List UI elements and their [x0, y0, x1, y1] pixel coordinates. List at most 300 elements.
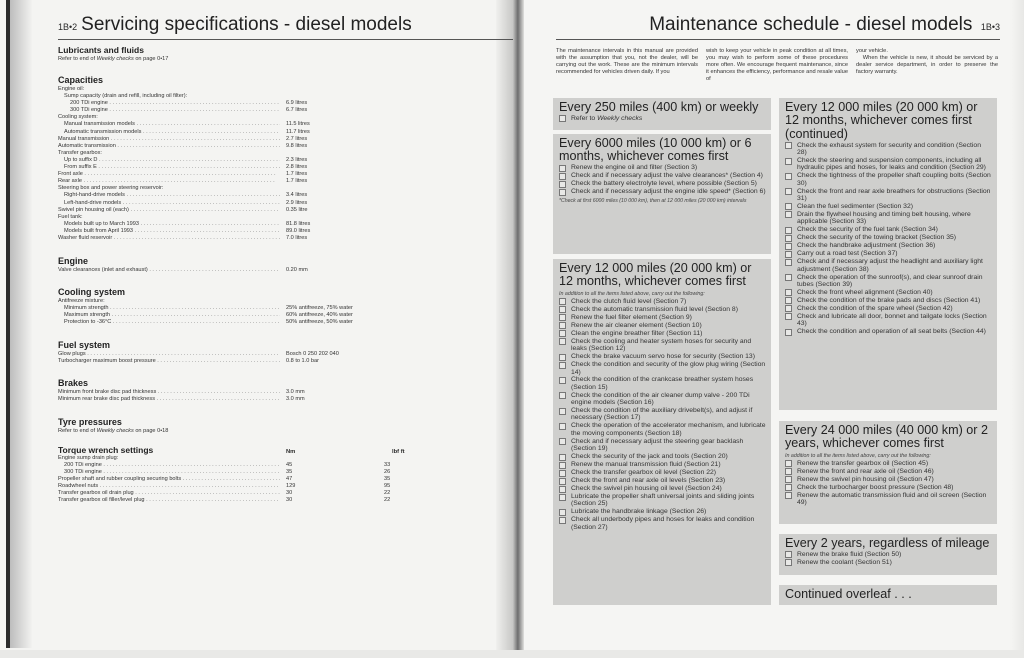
- torque-row: [58, 462, 510, 469]
- spec-row: [58, 136, 510, 143]
- checkbox[interactable]: [785, 551, 792, 558]
- spec-label: Engine oil:: [58, 86, 85, 92]
- checklist-item-text: Check the clutch fluid level (Section 7): [571, 297, 687, 305]
- checkbox[interactable]: [785, 289, 792, 296]
- checklist-item[interactable]: [559, 188, 766, 196]
- torque-nm: 129: [286, 483, 296, 490]
- checkbox[interactable]: [785, 227, 792, 234]
- checklist-item-text: Lubricate the propeller shaft universal joints and sliding joints (Section 25): [571, 493, 755, 508]
- brakes-list: [58, 389, 510, 403]
- checklist-item-text: Renew the automatic transmission fluid and oil screen (Section 49): [797, 491, 987, 507]
- spec-value: 2.8 litres: [286, 164, 308, 171]
- spec-value: 0.35 litre: [286, 206, 308, 213]
- torque-lbf: 33: [384, 462, 391, 468]
- checklist-item[interactable]: [559, 338, 766, 353]
- checkbox[interactable]: [785, 142, 792, 149]
- torque-row: [58, 490, 510, 497]
- spec-value: [280, 93, 380, 100]
- checklist-item-text: Check the cooling and heater system hoses for security and leaks (Section 12): [571, 337, 752, 353]
- checklist-item-text: Check the brake vacuum servo hose for security (Section 13): [571, 353, 755, 361]
- checklist-item-text: Check the operation of the sunroof(s), and clear sunroof drain tubes (Section 39): [797, 273, 983, 288]
- checklist-item[interactable]: [785, 172, 992, 187]
- checkbox[interactable]: [559, 438, 566, 445]
- checkbox[interactable]: [559, 408, 566, 415]
- spec-value: 1.7 litres: [286, 178, 308, 185]
- spec-value: 11.5 litres: [286, 121, 310, 128]
- box-6000-footnote: *Check at first 6000 miles (10 000 km), then at 12 000 miles (20 000 km) intervals: [559, 197, 747, 204]
- checklist-item[interactable]: [785, 142, 992, 157]
- checkbox[interactable]: [785, 329, 792, 336]
- spec-label: Front axle . . .: [58, 171, 280, 178]
- spec-label: 200 TDi engine . . .: [58, 100, 280, 107]
- spec-label: Swivel pin housing oil (each) . . .: [58, 207, 280, 214]
- checkbox[interactable]: [559, 354, 566, 361]
- torque-lbf: 35: [384, 476, 391, 483]
- checkbox[interactable]: [785, 188, 792, 195]
- continued-overleaf-text: Continued overleaf . . .: [785, 587, 912, 601]
- checklist-item-text: Check the tightness of the propeller shaft coupling bolts (Section 30): [797, 172, 991, 187]
- spec-value: 89.0 litres: [286, 227, 311, 234]
- checkbox[interactable]: [785, 484, 792, 491]
- checklist-item-text: Renew the front and rear axle oil (Section 46): [797, 467, 934, 475]
- spec-value: 60% antifreeze, 40% water: [286, 312, 353, 319]
- checklist-item-text: Check the security of the fuel tank (Section 34): [797, 226, 938, 234]
- torque-row: [58, 455, 510, 462]
- spec-label: Up to suffix D . . .: [58, 157, 280, 164]
- checklist-item-text: Check and if necessary adjust the engine idle speed* (Section 6): [571, 188, 766, 196]
- checklist-item-text: Check the condition of the air cleaner dump valve - 200 TDi engine models (Section 16): [571, 391, 750, 407]
- checklist-item[interactable]: [785, 305, 992, 313]
- checkbox[interactable]: [559, 330, 566, 337]
- checklist-item-text: Check and lubricate all door, bonnet and tailgate locks (Section 43): [797, 312, 987, 328]
- checklist-item-text: Drain the flywheel housing and timing belt housing, where applicable (Section 33): [797, 210, 971, 226]
- right-page-title: Maintenance schedule - diesel models: [649, 14, 973, 35]
- torque-lbf: [380, 455, 440, 462]
- spec-value: [280, 185, 380, 192]
- spec-value: [280, 150, 380, 157]
- spec-label: Manual transmission . . .: [58, 136, 280, 143]
- spec-label: Models built from April 1993 . . .: [58, 228, 280, 235]
- checkbox[interactable]: [785, 243, 792, 250]
- spec-row: [58, 129, 510, 136]
- engine-list: [58, 267, 510, 274]
- checkbox[interactable]: [559, 392, 566, 399]
- box-2years-items: [785, 551, 992, 567]
- spec-label: Washer fluid reservoir . . .: [58, 235, 280, 242]
- checklist-item-text: Check the front and rear axle breathers for obstructions (Section 31): [797, 187, 991, 203]
- checkbox[interactable]: [559, 478, 566, 485]
- spec-label: Turbocharger maximum boost pressure . . .: [58, 358, 280, 365]
- spec-row: [58, 207, 510, 214]
- checkbox[interactable]: [785, 274, 792, 281]
- checklist-item[interactable]: [785, 313, 992, 328]
- checklist-item-text: Check the battery electrolyte level, where possible (Section 5): [571, 180, 757, 188]
- checklist-item[interactable]: [785, 476, 992, 484]
- spec-label: Automatic transmission . . .: [58, 143, 280, 150]
- checkbox[interactable]: [785, 460, 792, 467]
- checklist-item[interactable]: [559, 306, 766, 314]
- torque-lbf: 22: [384, 490, 391, 497]
- checklist-item[interactable]: [785, 492, 992, 507]
- spec-row: [58, 143, 510, 150]
- spec-row: [58, 114, 510, 121]
- checklist-item[interactable]: [559, 438, 766, 453]
- spec-row: [58, 298, 510, 305]
- torque-lbf: 26: [384, 469, 391, 476]
- checklist-item-text: Check the exhaust system for security and condition (Section 28): [797, 141, 981, 157]
- box-12000c-items: [785, 142, 992, 336]
- checklist-item[interactable]: [559, 453, 766, 461]
- spec-row: [58, 150, 510, 157]
- cooling-list: [58, 298, 510, 326]
- spec-label: Right-hand-drive models . . .: [58, 192, 280, 199]
- checkbox[interactable]: [785, 313, 792, 320]
- checklist-item-text: Check the security of the jack and tools (Section 20): [571, 453, 728, 460]
- checklist-item[interactable]: [559, 469, 766, 477]
- torque-row: [58, 483, 510, 490]
- spec-row: [58, 121, 510, 128]
- checklist-item-text: Check the front wheel alignment (Section 40): [797, 288, 933, 296]
- spec-value: [280, 214, 380, 221]
- checklist-item[interactable]: [785, 242, 992, 250]
- spec-value: 2.7 litres: [286, 135, 308, 142]
- spec-value: 0.20 mm: [286, 267, 308, 274]
- spec-label: Steering box and power steering reservoir:: [58, 185, 164, 192]
- spec-label: Transfer gearbox:: [58, 149, 102, 156]
- torque-col-nm: Nm: [286, 448, 296, 455]
- torque-heading: Torque wrench settings: [58, 444, 154, 455]
- spec-label: Protection to -36°C . . .: [58, 319, 280, 326]
- checkbox[interactable]: [785, 158, 792, 165]
- intro-col-2: wish to keep your vehicle in peak condition at all times, you may wish to perform some of these procedures more often. We encourage frequent maintenance, since it enhances the efficiency, performance and resale value of: [706, 48, 848, 83]
- box-12000-continued: [779, 98, 997, 410]
- checklist-item[interactable]: [559, 172, 766, 180]
- torque-nm: 45: [286, 462, 293, 468]
- checkbox[interactable]: [785, 297, 792, 304]
- spec-row: [58, 396, 510, 403]
- checklist-item-text: Renew the coolant (Section 51): [797, 558, 892, 566]
- spec-value: Bosch 0 250 202 040: [286, 350, 339, 357]
- spec-value: 81.8 litres: [286, 220, 311, 227]
- checklist-item-text: Check the automatic transmission fluid level (Section 8): [571, 305, 738, 313]
- box-12000-subtitle: In addition to all the items listed above, carry out the following:: [559, 290, 705, 297]
- box-2years-title: Every 2 years, regardless of mileage: [785, 536, 990, 550]
- checkbox[interactable]: [785, 492, 792, 499]
- checklist-item[interactable]: [785, 551, 992, 559]
- checklist-item[interactable]: [785, 211, 992, 226]
- spec-value: 1.7 litres: [286, 171, 308, 178]
- box-12000-miles: [553, 259, 771, 605]
- checkbox[interactable]: [559, 470, 566, 477]
- checkbox[interactable]: [785, 173, 792, 180]
- box-24000-items: [785, 460, 992, 507]
- servicing-specifications: [58, 14, 510, 505]
- spec-value: 0.8 to 1.0 bar: [286, 357, 319, 364]
- checklist-item[interactable]: [559, 407, 766, 422]
- checkbox[interactable]: [559, 298, 566, 305]
- checklist-item-text: Renew the manual transmission fluid (Section 21): [571, 461, 721, 468]
- spec-value: [280, 298, 380, 305]
- fuel-heading: Fuel system: [58, 339, 111, 350]
- box-6000-items: [559, 164, 766, 196]
- spec-row: [58, 171, 510, 178]
- box-6000-title: Every 6000 miles (10 000 km) or 6 months, whichever comes first: [559, 136, 752, 164]
- checklist-item[interactable]: [559, 353, 766, 361]
- spec-value: 3.0 mm: [286, 395, 305, 402]
- checklist-item-text: Check the condition of the auxiliary drivebelt(s), and adjust if necessary (Section 17): [571, 407, 753, 422]
- checklist-item[interactable]: [785, 297, 992, 305]
- checklist-item[interactable]: [559, 314, 766, 322]
- spec-row: [58, 389, 510, 396]
- torque-nm: 47: [286, 476, 293, 483]
- torque-nm: 30: [286, 490, 293, 497]
- checklist-item[interactable]: [559, 516, 766, 531]
- spec-row: [58, 86, 510, 93]
- checkbox[interactable]: [559, 509, 566, 516]
- checklist-item-text: Renew the brake fluid (Section 50): [797, 550, 902, 558]
- checkbox[interactable]: [559, 314, 566, 321]
- checklist-item[interactable]: [785, 250, 992, 258]
- tyres-note: Refer to end of Weekly checks on page 0•18: [58, 427, 169, 434]
- spec-label: Minimum rear brake disc pad thickness . . .: [58, 396, 280, 403]
- box-24000-title: Every 24 000 miles (40 000 km) or 2 years, whichever comes first: [785, 423, 988, 451]
- spec-label: Rear axle . . .: [58, 178, 280, 185]
- checklist-item-text: Check the turbocharger boost pressure (Section 48): [797, 483, 954, 491]
- checklist-item[interactable]: [559, 477, 766, 485]
- checkbox[interactable]: [559, 517, 566, 524]
- checklist-item[interactable]: [559, 164, 766, 172]
- checklist-item-text: Check the swivel pin housing oil level (Section 24): [571, 485, 722, 492]
- intro-col-1: The maintenance intervals in this manual are provided with the assumption that you, not the dealer, will be carrying out the work. These are the minimum intervals recommended for vehicles driven daily. If you: [556, 48, 698, 76]
- checkbox[interactable]: [785, 559, 792, 566]
- checklist-item[interactable]: [559, 461, 766, 469]
- checkbox[interactable]: [785, 305, 792, 312]
- checklist-item-text: Check and if necessary adjust the headlight and auxiliary light adjustment (Section 38): [797, 258, 983, 273]
- spec-row: [58, 235, 510, 242]
- checklist-item[interactable]: [785, 157, 992, 172]
- spec-row: [58, 319, 510, 326]
- spec-value: 6.9 litres: [286, 100, 308, 107]
- torque-label: Propeller shaft and rubber coupling securing bolts . . .: [58, 476, 280, 483]
- spec-label: Cooling system:: [58, 114, 98, 121]
- left-page-header: [58, 14, 513, 40]
- checklist-item[interactable]: [785, 226, 992, 234]
- checklist-item[interactable]: [785, 559, 992, 567]
- spec-label: Maximum strength . . .: [58, 312, 280, 319]
- torque-label: Engine sump drain plug:: [58, 454, 119, 461]
- box-6000-miles: [553, 134, 771, 254]
- torque-label: 300 TDi engine . . .: [58, 469, 280, 476]
- checklist-item[interactable]: [785, 274, 992, 289]
- box-2-years: [779, 534, 997, 575]
- torque-row: [58, 469, 510, 476]
- spec-label: 300 TDi engine . . .: [58, 107, 280, 114]
- checklist-item-text: Check all underbody pipes and hoses for leaks and condition (Section 27): [571, 516, 755, 531]
- lubricants-heading: Lubricants and fluids: [58, 45, 144, 55]
- intro-col-3: your vehicle. When the vehicle is new, it should be serviced by a dealer service department, in order to preserve the factory warranty.: [856, 48, 998, 76]
- left-page-number: 1B•2: [58, 22, 78, 32]
- torque-lbf: 95: [384, 483, 391, 490]
- checklist-item[interactable]: [785, 460, 992, 468]
- checkbox[interactable]: [559, 115, 566, 122]
- spec-row: [58, 200, 510, 207]
- spec-label: Left-hand-drive models . . .: [58, 200, 280, 207]
- spec-label: Glow plugs . . .: [58, 351, 280, 358]
- engine-heading: Engine: [58, 256, 89, 267]
- torque-label: Transfer gearbox oil drain plug . . .: [58, 490, 280, 497]
- checklist-item-text: Renew the engine oil and filter (Section 3): [571, 164, 698, 172]
- spec-value: [280, 114, 380, 121]
- bottom-edge: [0, 650, 1024, 658]
- checklist-item[interactable]: [559, 298, 766, 306]
- checkbox[interactable]: [785, 203, 792, 210]
- torque-lbf: 22: [384, 497, 391, 504]
- checklist-item[interactable]: [785, 484, 992, 492]
- right-page-header: [556, 14, 1000, 40]
- spec-row: [58, 214, 510, 221]
- checklist-item[interactable]: [559, 422, 766, 437]
- checklist-item[interactable]: Refer to Weekly checks: [559, 115, 766, 123]
- checkbox[interactable]: [559, 306, 566, 313]
- checklist-item[interactable]: [559, 376, 766, 391]
- torque-row: [58, 476, 510, 483]
- checkbox[interactable]: [559, 362, 566, 369]
- right-page-edge: [1010, 0, 1024, 658]
- checkbox[interactable]: [559, 486, 566, 493]
- spec-value: 2.3 litres: [286, 156, 308, 163]
- checkbox[interactable]: [559, 322, 566, 329]
- checklist-item-text: Clean the engine breather filter (Section 11): [571, 329, 703, 337]
- checklist-item[interactable]: [785, 289, 992, 297]
- checkbox[interactable]: [785, 259, 792, 266]
- checklist-item[interactable]: [559, 180, 766, 188]
- box-24000-miles: [779, 421, 997, 524]
- torque-label: 200 TDi engine . . .: [58, 462, 280, 469]
- checkbox[interactable]: [559, 338, 566, 345]
- checklist-item-text: Check the condition of the spare wheel (Section 42): [797, 304, 953, 312]
- brakes-heading: Brakes: [58, 377, 89, 388]
- torque-nm: 30: [286, 497, 293, 504]
- fuel-list: [58, 351, 510, 365]
- checkbox[interactable]: [785, 468, 792, 475]
- checkbox[interactable]: [785, 476, 792, 483]
- checklist-item[interactable]: [559, 361, 766, 376]
- torque-nm: 35: [286, 469, 293, 476]
- spec-value: 3.0 mm: [286, 388, 305, 395]
- spec-label: Valve clearances (inlet and exhaust) . . .: [58, 267, 280, 274]
- checkbox[interactable]: [559, 462, 566, 469]
- cooling-heading: Cooling system: [58, 287, 126, 298]
- checklist-item[interactable]: [785, 234, 992, 242]
- spec-value: 9.8 litres: [286, 142, 308, 149]
- spec-row: [58, 93, 510, 100]
- checklist-item[interactable]: [785, 258, 992, 273]
- checklist-item-text: Check the condition and operation of all seat belts (Section 44): [797, 328, 986, 336]
- checklist-item[interactable]: [559, 392, 766, 407]
- checkbox[interactable]: [785, 211, 792, 218]
- checklist-item[interactable]: [785, 468, 992, 476]
- checklist-item-text: Check the condition of the brake pads and discs (Section 41): [797, 296, 981, 304]
- checklist-item-text: Lubricate the handbrake linkage (Section 26): [571, 508, 707, 516]
- torque-label: Transfer gearbox oil filler/level plug . . .: [58, 497, 280, 504]
- spec-label: Manual transmission models . . .: [58, 121, 280, 128]
- torque-nm: [280, 455, 380, 462]
- checkbox[interactable]: [559, 423, 566, 430]
- checkbox[interactable]: [559, 189, 566, 196]
- spec-row: [58, 358, 510, 365]
- checklist-item[interactable]: [785, 203, 992, 211]
- capacities-heading: Capacities: [58, 75, 104, 85]
- checklist-item[interactable]: [559, 330, 766, 338]
- checklist-item[interactable]: [559, 322, 766, 330]
- spec-label: Sump capacity (drain and refill, including oil filter):: [64, 93, 188, 100]
- checklist-item-text: Clean the fuel sedimenter (Section 32): [797, 202, 913, 210]
- checklist-item[interactable]: [559, 485, 766, 493]
- checklist-item-text: Check the operation of the accelerator mechanism, and lubricate the moving components (Section 18): [571, 422, 766, 437]
- box-12000-title: Every 12 000 miles (20 000 km) or 12 months, whichever comes first: [559, 261, 752, 289]
- checkbox[interactable]: [559, 494, 566, 501]
- checklist-item-text: Check and if necessary adjust the steering gear backlash (Section 19): [571, 437, 744, 453]
- box-250-miles: [553, 98, 771, 130]
- checklist-item-text: Renew the transfer gearbox oil (Section 45): [797, 459, 929, 467]
- left-page-title: Servicing specifications - diesel models: [81, 14, 412, 35]
- spec-label: Antifreeze mixture:: [58, 298, 105, 305]
- torque-col-lbf: lbf ft: [392, 448, 405, 455]
- checkbox[interactable]: [559, 454, 566, 461]
- spec-label: Minimum front brake disc pad thickness . . .: [58, 389, 280, 396]
- spec-label: Minimum strength . . .: [58, 305, 280, 312]
- checklist-item-text: Check the handbrake adjustment (Section 36): [797, 242, 936, 250]
- spec-value: 3.4 litres: [286, 192, 308, 199]
- spec-row: [58, 312, 510, 319]
- checklist-item[interactable]: [785, 188, 992, 203]
- spec-row: [58, 164, 510, 171]
- lubricants-note: Refer to end of Weekly checks on page 0•17: [58, 56, 169, 62]
- spec-row: [58, 228, 510, 235]
- checklist-item-text: Check the condition and security of the glow plug wiring (Section 14): [571, 361, 766, 376]
- checklist-item-text: Renew the swivel pin housing oil (Section 47): [797, 475, 934, 483]
- spec-value: 25% antifreeze, 75% water: [286, 305, 353, 312]
- checklist-item[interactable]: [785, 328, 992, 336]
- intro-text: [556, 48, 1000, 83]
- checkbox[interactable]: [559, 165, 566, 172]
- spec-row: [58, 267, 510, 274]
- spec-row: [58, 178, 510, 185]
- checklist-item-text: Carry out a road test (Section 37): [797, 250, 898, 258]
- checklist-item[interactable]: [559, 493, 766, 508]
- checkbox[interactable]: [785, 235, 792, 242]
- checkbox[interactable]: [559, 377, 566, 384]
- right-page-number: 1B•3: [980, 22, 1000, 32]
- checkbox[interactable]: [785, 251, 792, 258]
- checklist-item-text: Check the transfer gearbox oil level (Section 22): [571, 469, 717, 476]
- checkbox[interactable]: [559, 173, 566, 180]
- spec-row: [58, 305, 510, 312]
- checklist-item[interactable]: [559, 508, 766, 516]
- spec-value: 2.9 litres: [286, 199, 308, 206]
- checklist-item-text: Renew the fuel filter element (Section 9): [571, 313, 692, 321]
- torque-label: Roadwheel nuts . . .: [58, 483, 280, 490]
- spec-label: Automatic transmission models . . .: [58, 129, 280, 136]
- checklist-item-text: Check the steering and suspension components, including all hydraulic pipes and hoses, for leaks and condition (Section 29): [797, 157, 986, 172]
- continued-overleaf: [779, 585, 997, 605]
- spec-value: 6.7 litres: [286, 107, 308, 114]
- spec-value: 11.7 litres: [286, 128, 310, 135]
- checklist-item-text: Check and if necessary adjust the valve clearances* (Section 4): [571, 172, 763, 180]
- binding-shadow: [10, 0, 32, 648]
- checkbox[interactable]: [559, 181, 566, 188]
- torque-list: [58, 455, 510, 505]
